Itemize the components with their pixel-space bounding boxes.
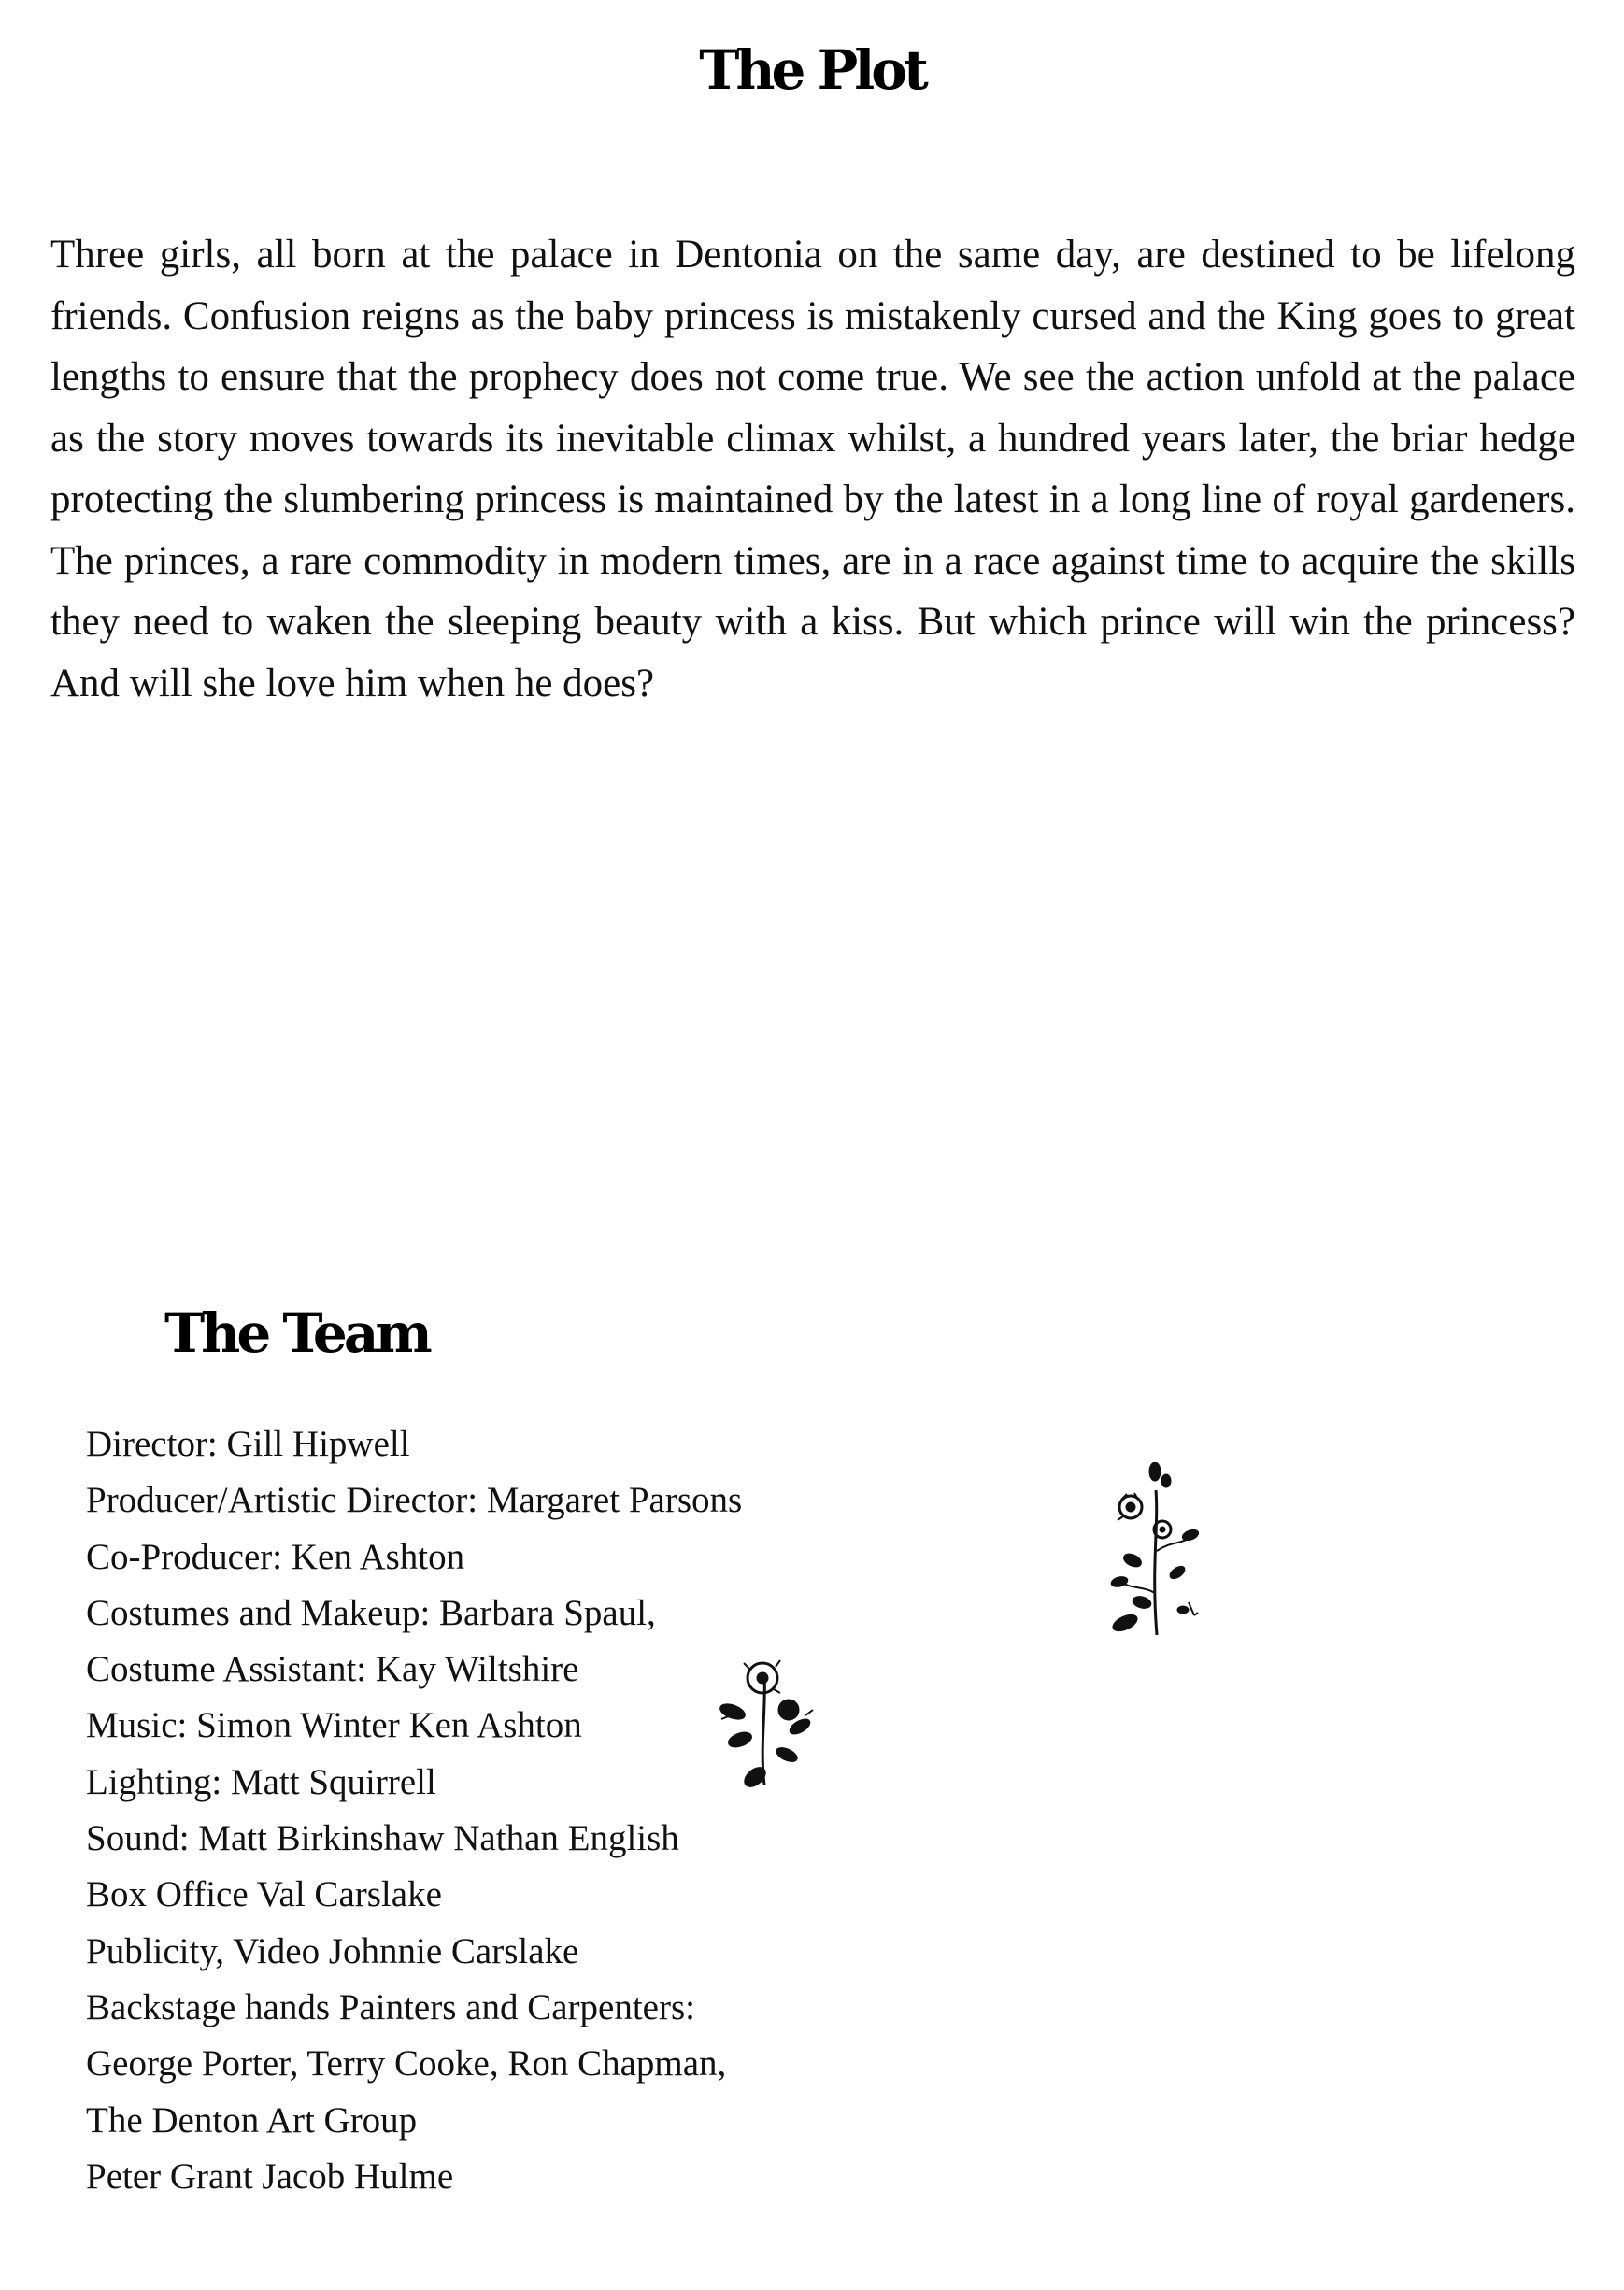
team-member: Peter Grant Jacob Hulme xyxy=(86,2155,454,2197)
team-member: George Porter, Terry Cooke, Ron Chapman, xyxy=(86,2043,727,2084)
team-member: Lighting: Matt Squirrell xyxy=(86,1761,436,1802)
team-member: Sound: Matt Birkinshaw Nathan English xyxy=(86,1818,679,1859)
team-member: Music: Simon Winter Ken Ashton xyxy=(86,1705,582,1746)
team-member: Producer/Artistic Director: Margaret Parsons xyxy=(86,1480,743,1521)
team-heading: The Team xyxy=(164,1301,429,1365)
team-member: Box Office Val Carslake xyxy=(86,1874,442,1915)
team-member: Backstage hands Painters and Carpenters: xyxy=(86,1986,695,2027)
rose-sprig-icon xyxy=(1104,1462,1207,1640)
rose-sprig-icon xyxy=(708,1654,820,1794)
team-member: The Denton Art Group xyxy=(86,2099,418,2141)
team-member: Costumes and Makeup: Barbara Spaul, xyxy=(86,1592,656,1633)
team-member: Publicity, Video Johnnie Carslake xyxy=(86,1930,579,1971)
plot-paragraph: Three girls, all born at the palace in Dentonia on the same day, are destined to be lifelong friends. Confusion reigns as the baby princess is mistakenly cursed and the King goes to great lengths to ensure that the prophecy does not come true. We see the action unfold at the palace as the story moves towards its inevitable climax whilst, a hundred years later, the briar hedge protecting the slumbering princess is maintained by the latest in a long line of royal gardeners. The princes, a rare commodity in modern times, are in a race against time to acquire the skills they need to waken the sleeping beauty with a kiss. But which prince will win the princess? And will she love him when he does? xyxy=(50,233,1575,705)
team-member: Co-Producer: Ken Ashton xyxy=(86,1536,465,1577)
plot-heading: The Plot xyxy=(699,38,925,102)
team-list xyxy=(86,1416,742,2205)
team-member: Costume Assistant: Kay Wiltshire xyxy=(86,1649,579,1690)
team-member: Director: Gill Hipwell xyxy=(86,1424,410,1464)
